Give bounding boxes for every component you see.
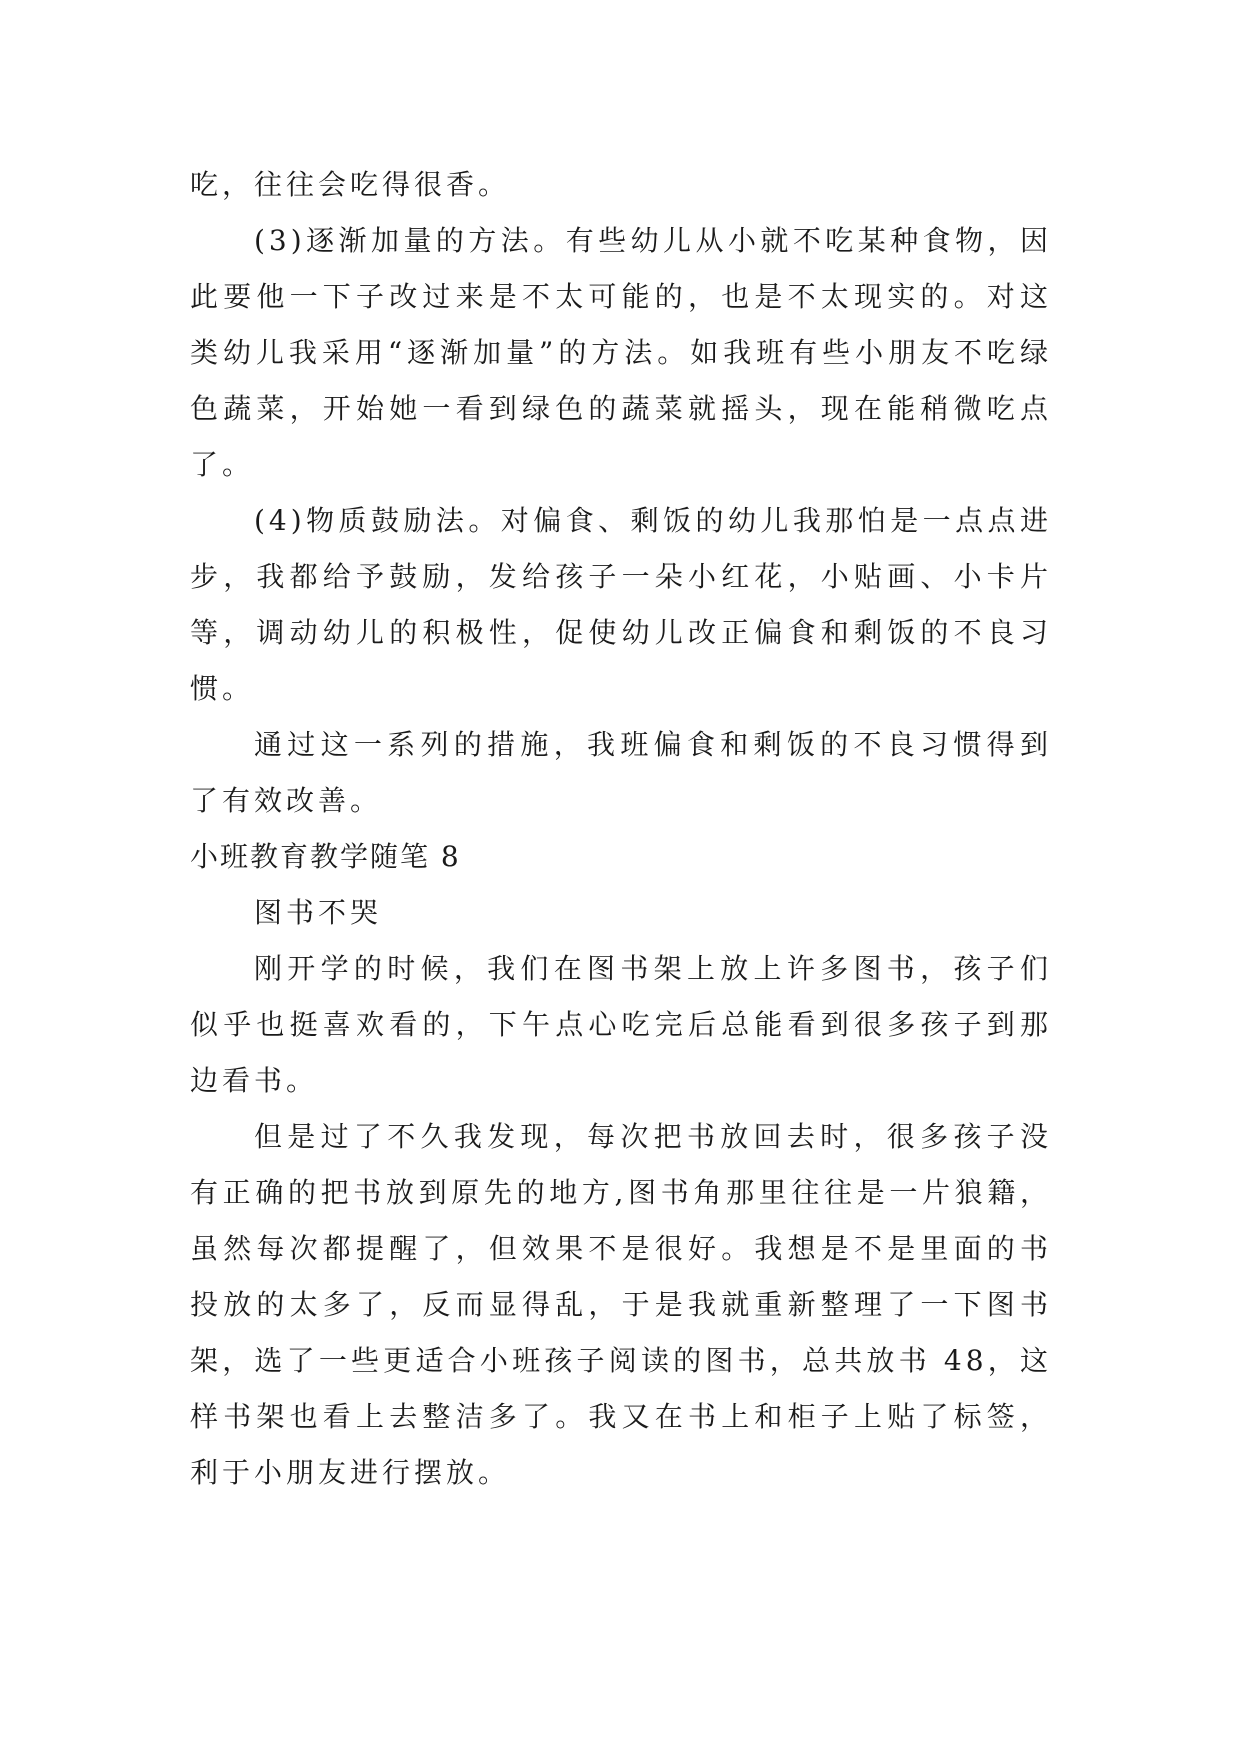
paragraph-method-3: (3)逐渐加量的方法。有些幼儿从小就不吃某种食物，因此要他一下子改过来是不太可能的，也是不太现实的。对这类幼儿我采用“逐渐加量”的方法。如我班有些小朋友不吃绿色蔬菜，开始她一看到绿色的蔬菜就摇头，现在能稍微吃点了。 — [190, 224, 1052, 481]
paragraph-observation: 但是过了不久我发现，每次把书放回去时，很多孩子没有正确的把书放到原先的地方,图书角那里往往是一片狼籍，虽然每次都提醒了，但效果不是很好。我想是不是里面的书投放的太多了，反而显得乱，于是我就重新整理了一下图书架，选了一些更适合小班孩子阅读的图书，总共放书 48，这样书架也看上去整洁多了。我又在书上和柜子上贴了标签，利于小朋友进行摆放。 — [190, 1120, 1052, 1489]
paragraph-continuation: 吃，往往会吃得很香。 — [190, 168, 511, 201]
paragraph-method-4: (4)物质鼓励法。对偏食、剩饭的幼儿我那怕是一点点进步，我都给予鼓励，发给孩子一朵小红花，小贴画、小卡片等，调动幼儿的积极性，促使幼儿改正偏食和剩饭的不良习惯。 — [190, 504, 1052, 705]
paragraph-intro: 刚开学的时候，我们在图书架上放上许多图书，孩子们似乎也挺喜欢看的，下午点心吃完后总能看到很多孩子到那边看书。 — [190, 952, 1052, 1097]
section-heading: 小班教育教学随笔 8 — [190, 840, 461, 873]
document-body — [190, 157, 1052, 1501]
essay-title: 图书不哭 — [254, 896, 383, 929]
paragraph-conclusion: 通过这一系列的措施，我班偏食和剩饭的不良习惯得到了有效改善。 — [190, 728, 1052, 817]
